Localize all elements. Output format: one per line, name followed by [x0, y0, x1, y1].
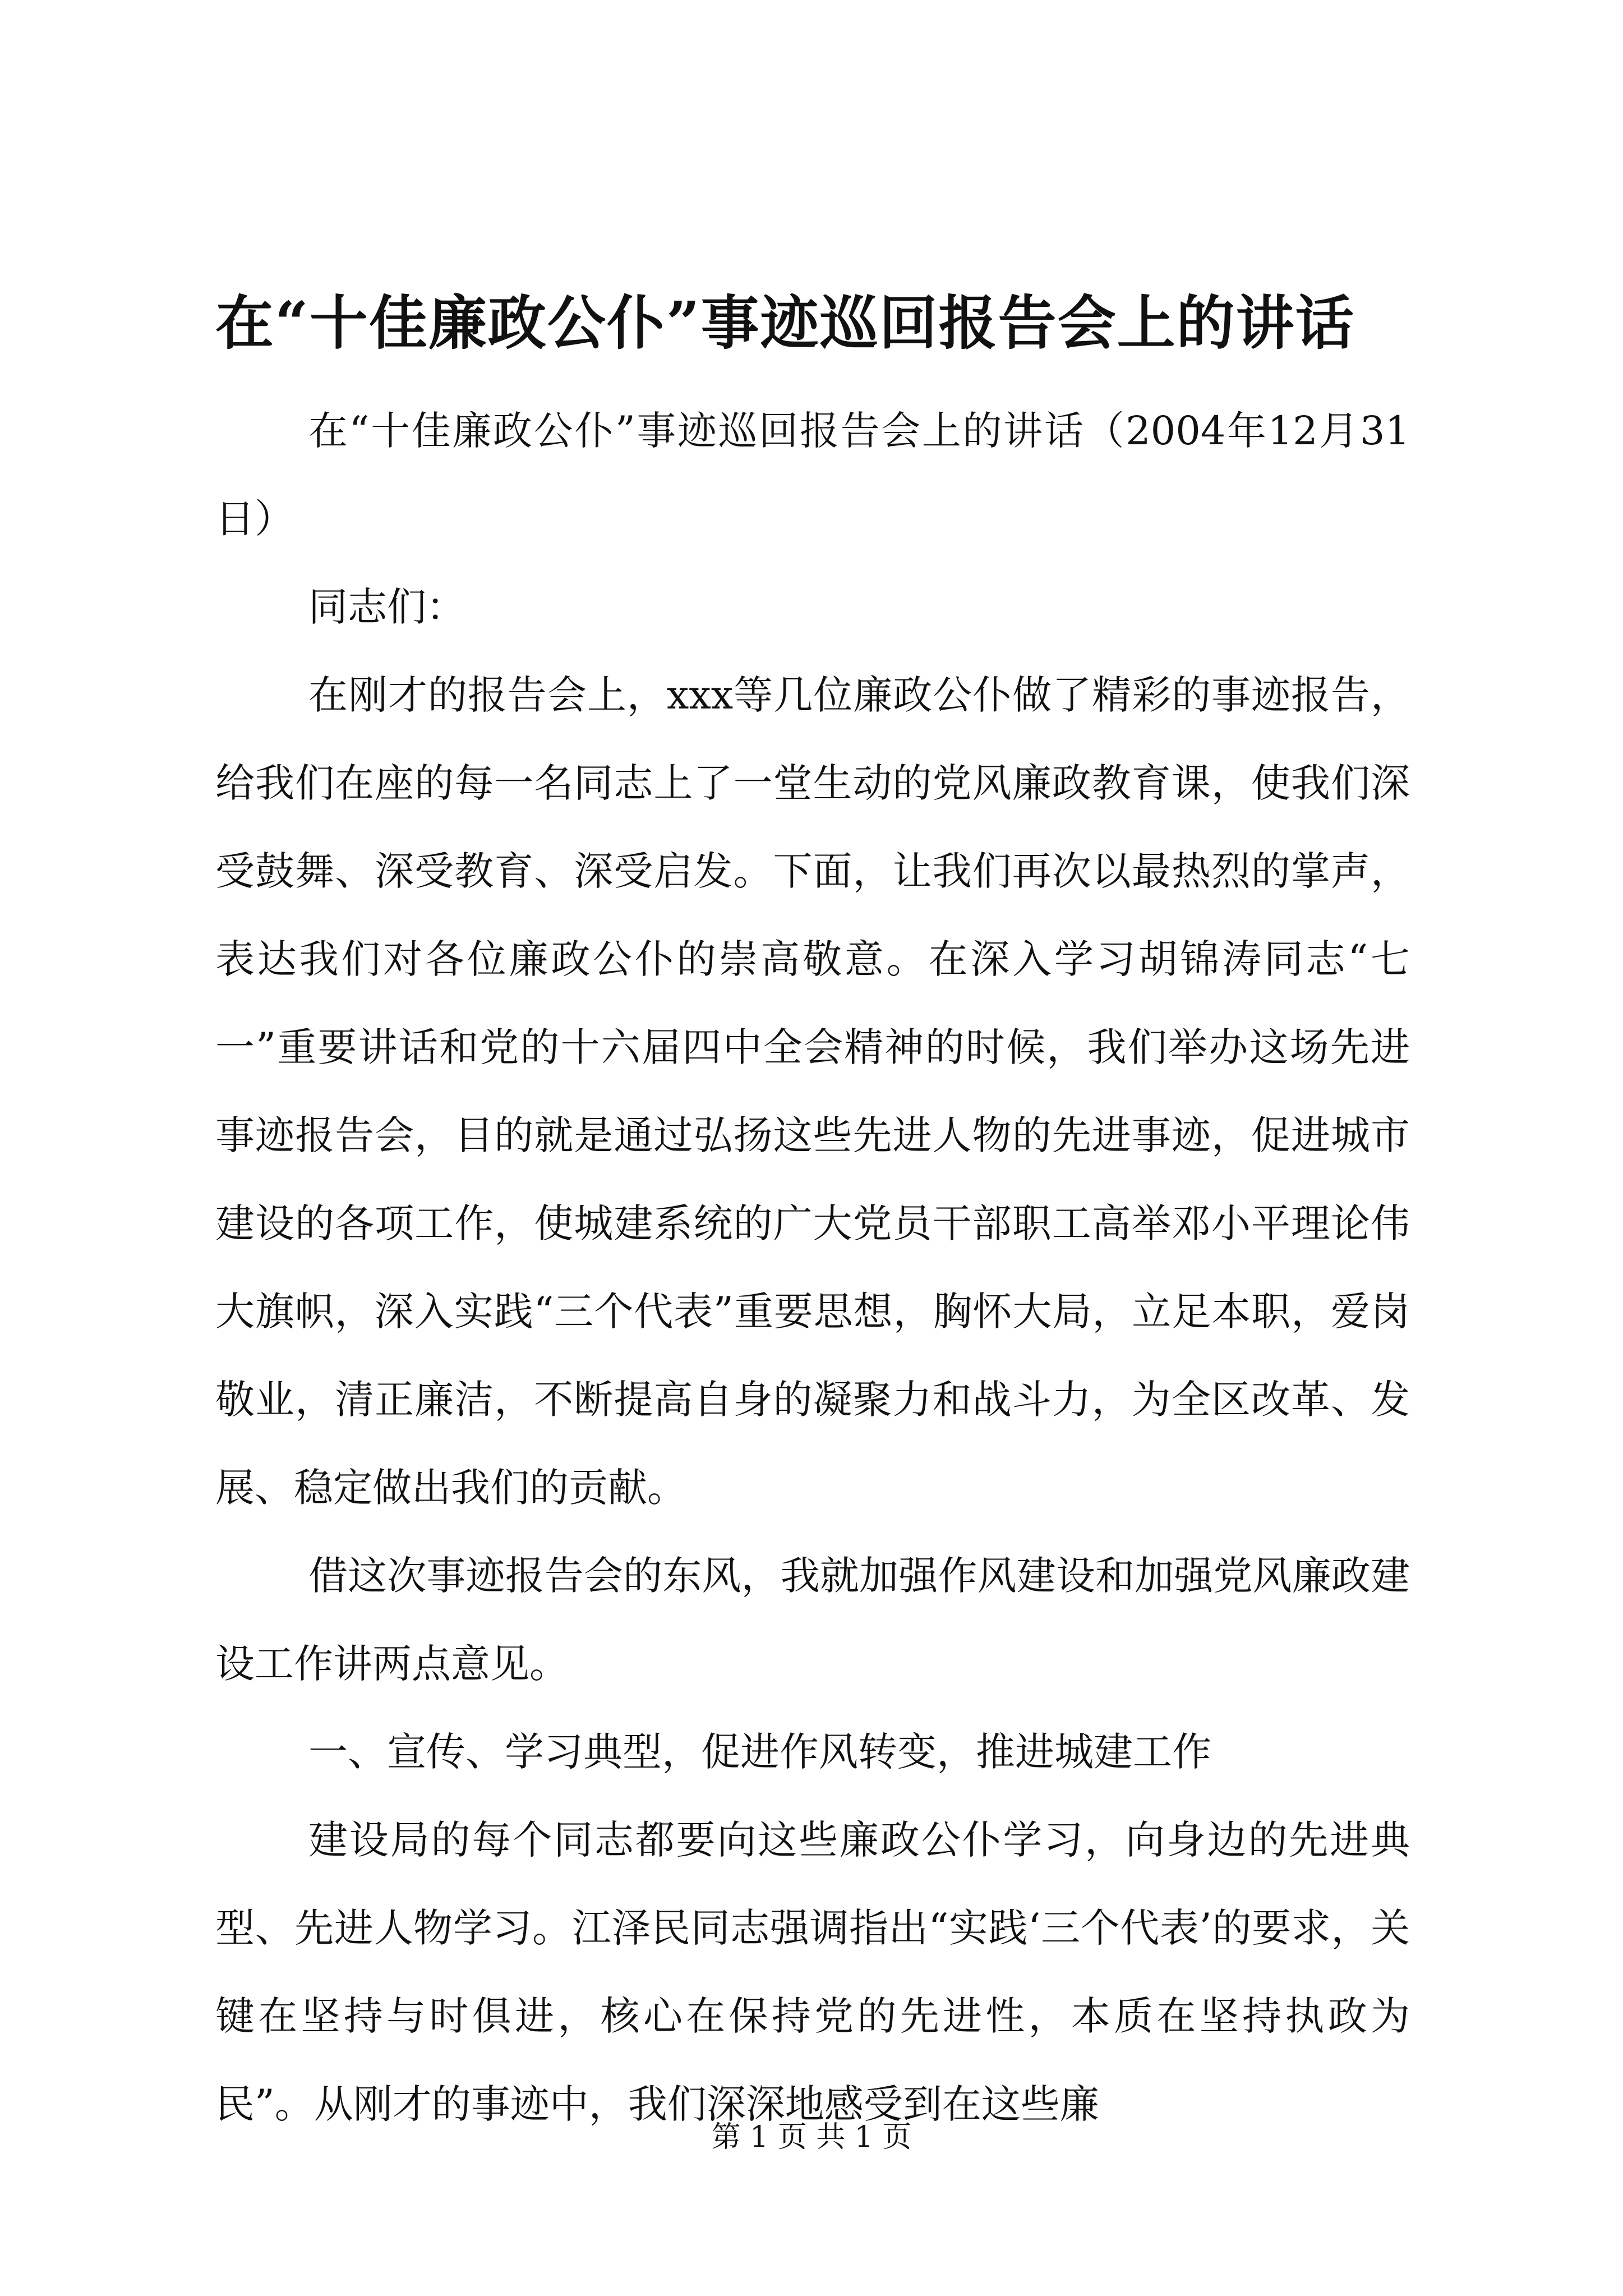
speech-heading-paragraph: 在“十佳廉政公仆”事迹巡回报告会上的讲话（2004年12月31日）	[215, 408, 1410, 542]
page-footer: 第 1 页 共 1 页	[711, 2120, 912, 2154]
body-paragraph: 借这次事迹报告会的东风，我就加强作风建设和加强党风廉政建设工作讲两点意见。	[215, 1553, 1410, 1687]
salutation-paragraph: 同志们：	[308, 584, 465, 630]
document-title: 在“十佳廉政公仆”事迹巡回报告会上的讲话	[215, 288, 1355, 357]
body-paragraph: 建设局的每个同志都要向这些廉政公仆学习，向身边的先进典型、先进人物学习。江泽民同志强调指出“实践‘三个代表’的要求，关键在坚持与时俱进，核心在保持党的先进性，本质在坚持执政为民”。从刚才的事迹中，我们深深地感受到在这些廉	[215, 1817, 1410, 2127]
document-body	[215, 387, 1410, 2148]
section-heading: 一、宣传、学习典型，促进作风转变，推进城建工作	[308, 1729, 1211, 1775]
body-paragraph: 在刚才的报告会上，xxx等几位廉政公仆做了精彩的事迹报告，给我们在座的每一名同志上了一堂生动的党风廉政教育课，使我们深受鼓舞、深受教育、深受启发。下面，让我们再次以最热烈的掌声，表达我们对各位廉政公仆的崇高敬意。在深入学习胡锦涛同志“七一”重要讲话和党的十六届四中全会精神的时候，我们举办这场先进事迹报告会，目的就是通过弘扬这些先进人物的先进事迹，促进城市建设的各项工作，使城建系统的广大党员干部职工高举邓小平理论伟大旗帜，深入实践“三个代表”重要思想，胸怀大局，立足本职，爱岗敬业，清正廉洁，不断提高自身的凝聚力和战斗力，为全区改革、发展、稳定做出我们的贡献。	[215, 672, 1410, 1511]
